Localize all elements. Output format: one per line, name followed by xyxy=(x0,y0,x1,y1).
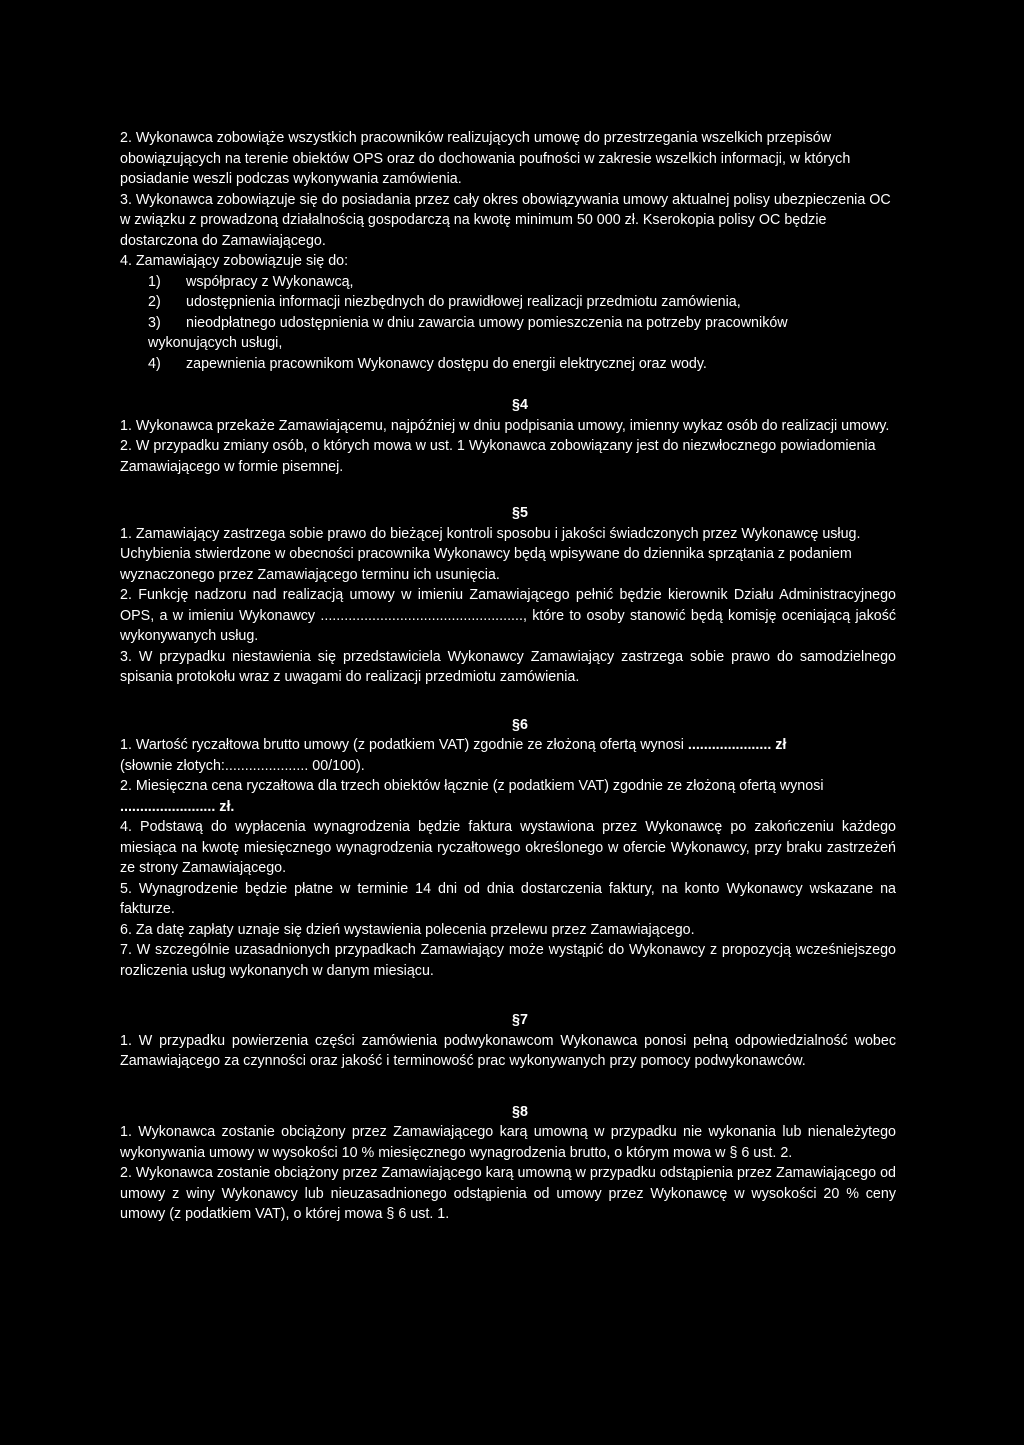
s6-paragraph-2: 2. Miesięczna cena ryczałtowa dla trzech obiektów łącznie (z podatkiem VAT) zgodnie ze złożoną ofertą wynosi xyxy=(120,778,824,794)
list-item xyxy=(120,292,896,313)
list-item-continuation: wykonujących usługi, xyxy=(148,335,283,351)
s6-paragraph-6: 6. Za datę zapłaty uznaje się dzień wystawienia polecenia przelewu przez Zamawiającego. xyxy=(120,921,695,938)
monthly-amount-blank: ........................ zł. xyxy=(120,798,235,815)
section-heading-8: §8 xyxy=(512,1103,528,1120)
s6-paragraph-1 xyxy=(120,735,896,756)
s5-paragraph-2: 2. Funkcję nadzoru nad realizacją umowy w imieniu Zamawiającego pełnić będzie kierownik Działu Administracyjnego OPS, a w imieniu Wykonawcy ..................................................., które to osoby stanowić będą komisję oceniającą jakość wykonywanych usług. xyxy=(120,587,896,644)
s6-paragraph-7: 7. W szczególnie uzasadnionych przypadkach Zamawiający może wystąpić do Wykonawcy z propozycją wcześniejszego rozliczenia usług wykonanych w danym miesiącu. xyxy=(120,942,896,979)
paragraph-2: 2. Wykonawca zobowiąże wszystkich pracowników realizujących umowę do przestrzegania wszelkich przepisów obowiązujących na terenie obiektów OPS oraz do dochowania poufności w zakresie wszelkich informacji, w których posiadanie weszli podczas wykonywania zamówienia. xyxy=(120,130,851,187)
list-item xyxy=(120,354,896,375)
s8-paragraph-2: 2. Wykonawca zostanie obciążony przez Zamawiającego karą umowną w przypadku odstąpienia przez Zamawiającego od umowy z winy Wykonawcy lub nieuzasadnionego odstąpienia od umowy przez Wykonawcę w wysokości 20 % ceny umowy (z podatkiem VAT), o której mowa § 6 ust. 1. xyxy=(120,1165,896,1222)
amount-blank: ..................... zł xyxy=(687,737,787,753)
list-item xyxy=(120,313,896,334)
section-heading-7: §7 xyxy=(512,1012,528,1028)
list-item-number: 3) xyxy=(148,314,161,331)
list-item-number: 1) xyxy=(148,273,161,290)
list-item-text: współpracy z Wykonawcą, xyxy=(186,273,354,290)
s6-p1-text: 1. Wartość ryczałtowa brutto umowy (z podatkiem VAT) zgodnie ze złożoną ofertą wynosi xyxy=(120,737,688,753)
obligations-list xyxy=(120,272,896,375)
s6-paragraph-4: 4. Podstawą do wypłacenia wynagrodzenia będzie faktura wystawiona przez Wykonawcę po zakończeniu każdego miesiąca na kwotę miesięcznego wynagrodzenia ryczałtowego określonego w ofercie Wykonawcy, przy braku zastrzeżeń ze strony Zamawiającego. xyxy=(120,819,896,876)
list-item-number: 2) xyxy=(148,294,161,310)
s5-paragraph-3: 3. W przypadku niestawienia się przedstawiciela Wykonawcy Zamawiający zastrzega sobie prawo do samodzielnego spisania protokołu wraz z uwagami do realizacji przedmiotu zamówienia. xyxy=(120,648,896,685)
s8-paragraph-1: 1. Wykonawca zostanie obciążony przez Zamawiającego karą umowną w przypadku nie wykonania lub nienależytego wykonywania umowy w wysokości 10 % miesięcznego wynagrodzenia brutto, o którym mowa w § 6 ust. 2. xyxy=(120,1124,896,1161)
s6-paragraph-5: 5. Wynagrodzenie będzie płatne w terminie 14 dni od dnia dostarczenia faktury, na konto Wykonawcy wskazane na fakturze. xyxy=(120,880,896,917)
list-item xyxy=(120,272,896,293)
section-heading-6: §6 xyxy=(512,716,528,733)
s4-paragraph-2: 2. W przypadku zmiany osób, o których mowa w ust. 1 Wykonawca zobowiązany jest do niezwłocznego powiadomienia Zamawiającego w formie pisemnej. xyxy=(120,438,876,475)
list-item-number: 4) xyxy=(148,355,161,372)
document-page xyxy=(120,128,896,1225)
list-item-text: zapewnienia pracownikom Wykonawcy dostępu do energii elektrycznej oraz wody. xyxy=(186,355,707,372)
s7-paragraph-1: 1. W przypadku powierzenia części zamówienia podwykonawcom Wykonawca ponosi pełną odpowiedzialność wobec Zamawiającego za czynności oraz jakość i terminowość prac wykonywanych przy pomocy podwykonawców. xyxy=(120,1032,896,1069)
paragraph-3: 3. Wykonawca zobowiązuje się do posiadania przez cały okres obowiązywania umowy aktualnej polisy ubezpieczenia OC w związku z prowadzoną działalnością gospodarczą na kwotę minimum 50 000 zł. Kserokopia polisy OC będzie dostarczona do Zamawiającego. xyxy=(120,191,891,249)
paragraph-4: 4. Zamawiający zobowiązuje się do: xyxy=(120,253,349,269)
list-item-text: nieodpłatnego udostępnienia w dniu zawarcia umowy pomieszczenia na potrzeby pracowników xyxy=(186,314,788,331)
section-heading-4: §4 xyxy=(512,397,528,413)
s5-paragraph-1: 1. Zamawiający zastrzega sobie prawo do bieżącej kontroli sposobu i jakości świadczonych przez Wykonawcę usług. Uchybienia stwierdzone w obecności pracownika Wykonawcy będą wpisywane do dziennika sprzątania z podaniem wyznaczonego przez Zamawiającego terminu ich usunięcia. xyxy=(120,525,861,583)
s4-paragraph-1: 1. Wykonawca przekaże Zamawiającemu, najpóźniej w dniu podpisania umowy, imienny wykaz osób do realizacji umowy. xyxy=(120,417,890,434)
s6-paragraph-1-words: (słownie złotych:..................... 00/100). xyxy=(120,757,365,774)
list-item-text: udostępnienia informacji niezbędnych do prawidłowej realizacji przedmiotu zamówienia, xyxy=(186,294,741,310)
section-heading-5: §5 xyxy=(512,505,528,521)
